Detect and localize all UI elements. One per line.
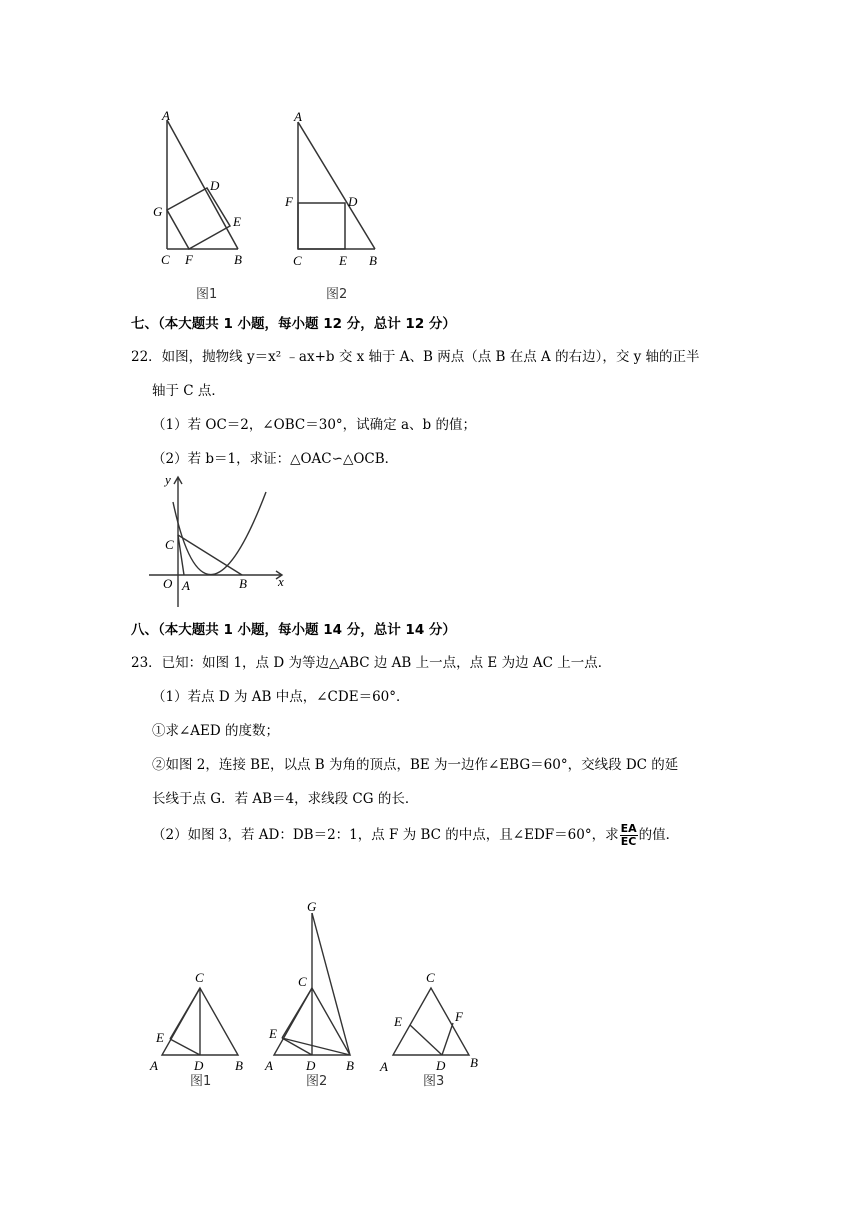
label-D: D	[210, 178, 220, 193]
q22-line-1: 22．如图，抛物线 y＝x² ﹣ax+b 交 x 轴于 A、B 两点（点 B 在点 A 的右边），交 y 轴的正半	[131, 349, 700, 365]
label-C: C	[165, 537, 174, 552]
right-triangle-square-diagram	[150, 108, 260, 303]
top-figure-1	[150, 108, 260, 303]
q23-part-1: （1）若点 D 为 AB 中点，∠CDE＝60°．	[152, 689, 410, 705]
axis-label-x: x	[278, 574, 284, 589]
label-E: E	[156, 1030, 164, 1045]
label-A: A	[265, 1058, 273, 1073]
label-E: E	[339, 253, 347, 268]
q23-sub-2-line-a: ②如图 2，连接 BE，以点 B 为角的顶点，BE 为一边作∠EBG＝60°，交线段 DC 的延	[152, 757, 679, 773]
fraction-numerator: EA	[620, 822, 637, 835]
q23-figure-3	[377, 968, 487, 1093]
label-C: C	[195, 970, 204, 985]
label-F: F	[455, 1009, 463, 1024]
figure-caption: 图2	[326, 287, 348, 302]
label-B: B	[234, 252, 242, 267]
q23-part-2	[152, 823, 679, 848]
label-F: F	[285, 194, 293, 209]
q22-part-2: （2）若 b＝1，求证：△OAC∽△OCB．	[152, 451, 399, 467]
label-D: D	[306, 1058, 316, 1073]
label-A: A	[294, 109, 302, 124]
figure-caption: 图1	[196, 287, 218, 302]
label-B: B	[346, 1058, 354, 1073]
label-G: G	[153, 204, 163, 219]
q22-part-1: （1）若 OC＝2，∠OBC＝30°，试确定 a、b 的值；	[152, 417, 476, 433]
label-B: B	[470, 1055, 478, 1070]
fraction-ea-over-ec	[620, 823, 638, 848]
equilateral-triangle-diagram	[148, 968, 258, 1093]
top-figure-2	[282, 108, 392, 303]
equilateral-triangle-midpoint-diagram	[377, 968, 487, 1093]
q23-part-2-text: （2）如图 3，若 AD：DB＝2：1，点 F 为 BC 的中点，且∠EDF＝60°，求	[152, 827, 619, 843]
figure-caption: 图3	[423, 1074, 445, 1089]
label-D: D	[194, 1058, 204, 1073]
label-A: A	[150, 1058, 158, 1073]
label-E: E	[394, 1014, 402, 1029]
q23-figure-1	[148, 968, 258, 1093]
q23-figure-2	[260, 895, 370, 1095]
q23-sub-1: ①求∠AED 的度数；	[152, 723, 280, 739]
q22-parabola-figure	[145, 472, 295, 612]
equilateral-triangle-extension-diagram	[260, 895, 370, 1095]
fraction-denominator: EC	[620, 835, 637, 848]
label-D: D	[348, 194, 358, 209]
label-C: C	[298, 974, 307, 989]
label-F: F	[185, 252, 193, 267]
q23-sub-2-line-b: 长线于点 G．若 AB＝4，求线段 CG 的长．	[152, 791, 419, 807]
label-C: C	[426, 970, 435, 985]
q23-line-1: 23．已知：如图 1，点 D 为等边△ABC 边 AB 上一点，点 E 为边 AC 上一点．	[131, 655, 612, 671]
figure-caption: 图1	[190, 1074, 212, 1089]
q22-line-2: 轴于 C 点．	[152, 383, 225, 399]
label-D: D	[436, 1058, 446, 1073]
label-A: A	[380, 1059, 388, 1074]
label-A: A	[162, 108, 170, 123]
label-C: C	[293, 253, 302, 268]
label-O: O	[163, 576, 173, 591]
parabola-diagram	[145, 472, 295, 612]
label-G: G	[307, 899, 317, 914]
right-triangle-inscribed-square-diagram	[282, 108, 392, 303]
q23-part-2-end: 的值．	[638, 827, 680, 843]
label-A: A	[182, 578, 190, 593]
section-7-heading: 七、（本大题共 1 小题，每小题 12 分，总计 12 分）	[131, 316, 456, 332]
section-8-heading: 八、（本大题共 1 小题，每小题 14 分，总计 14 分）	[131, 622, 456, 638]
label-E: E	[233, 214, 241, 229]
figure-caption: 图2	[306, 1074, 328, 1089]
label-B: B	[239, 576, 247, 591]
label-C: C	[161, 252, 170, 267]
label-B: B	[369, 253, 377, 268]
label-E: E	[269, 1026, 277, 1041]
label-B: B	[235, 1058, 243, 1073]
axis-label-y: y	[165, 472, 171, 487]
